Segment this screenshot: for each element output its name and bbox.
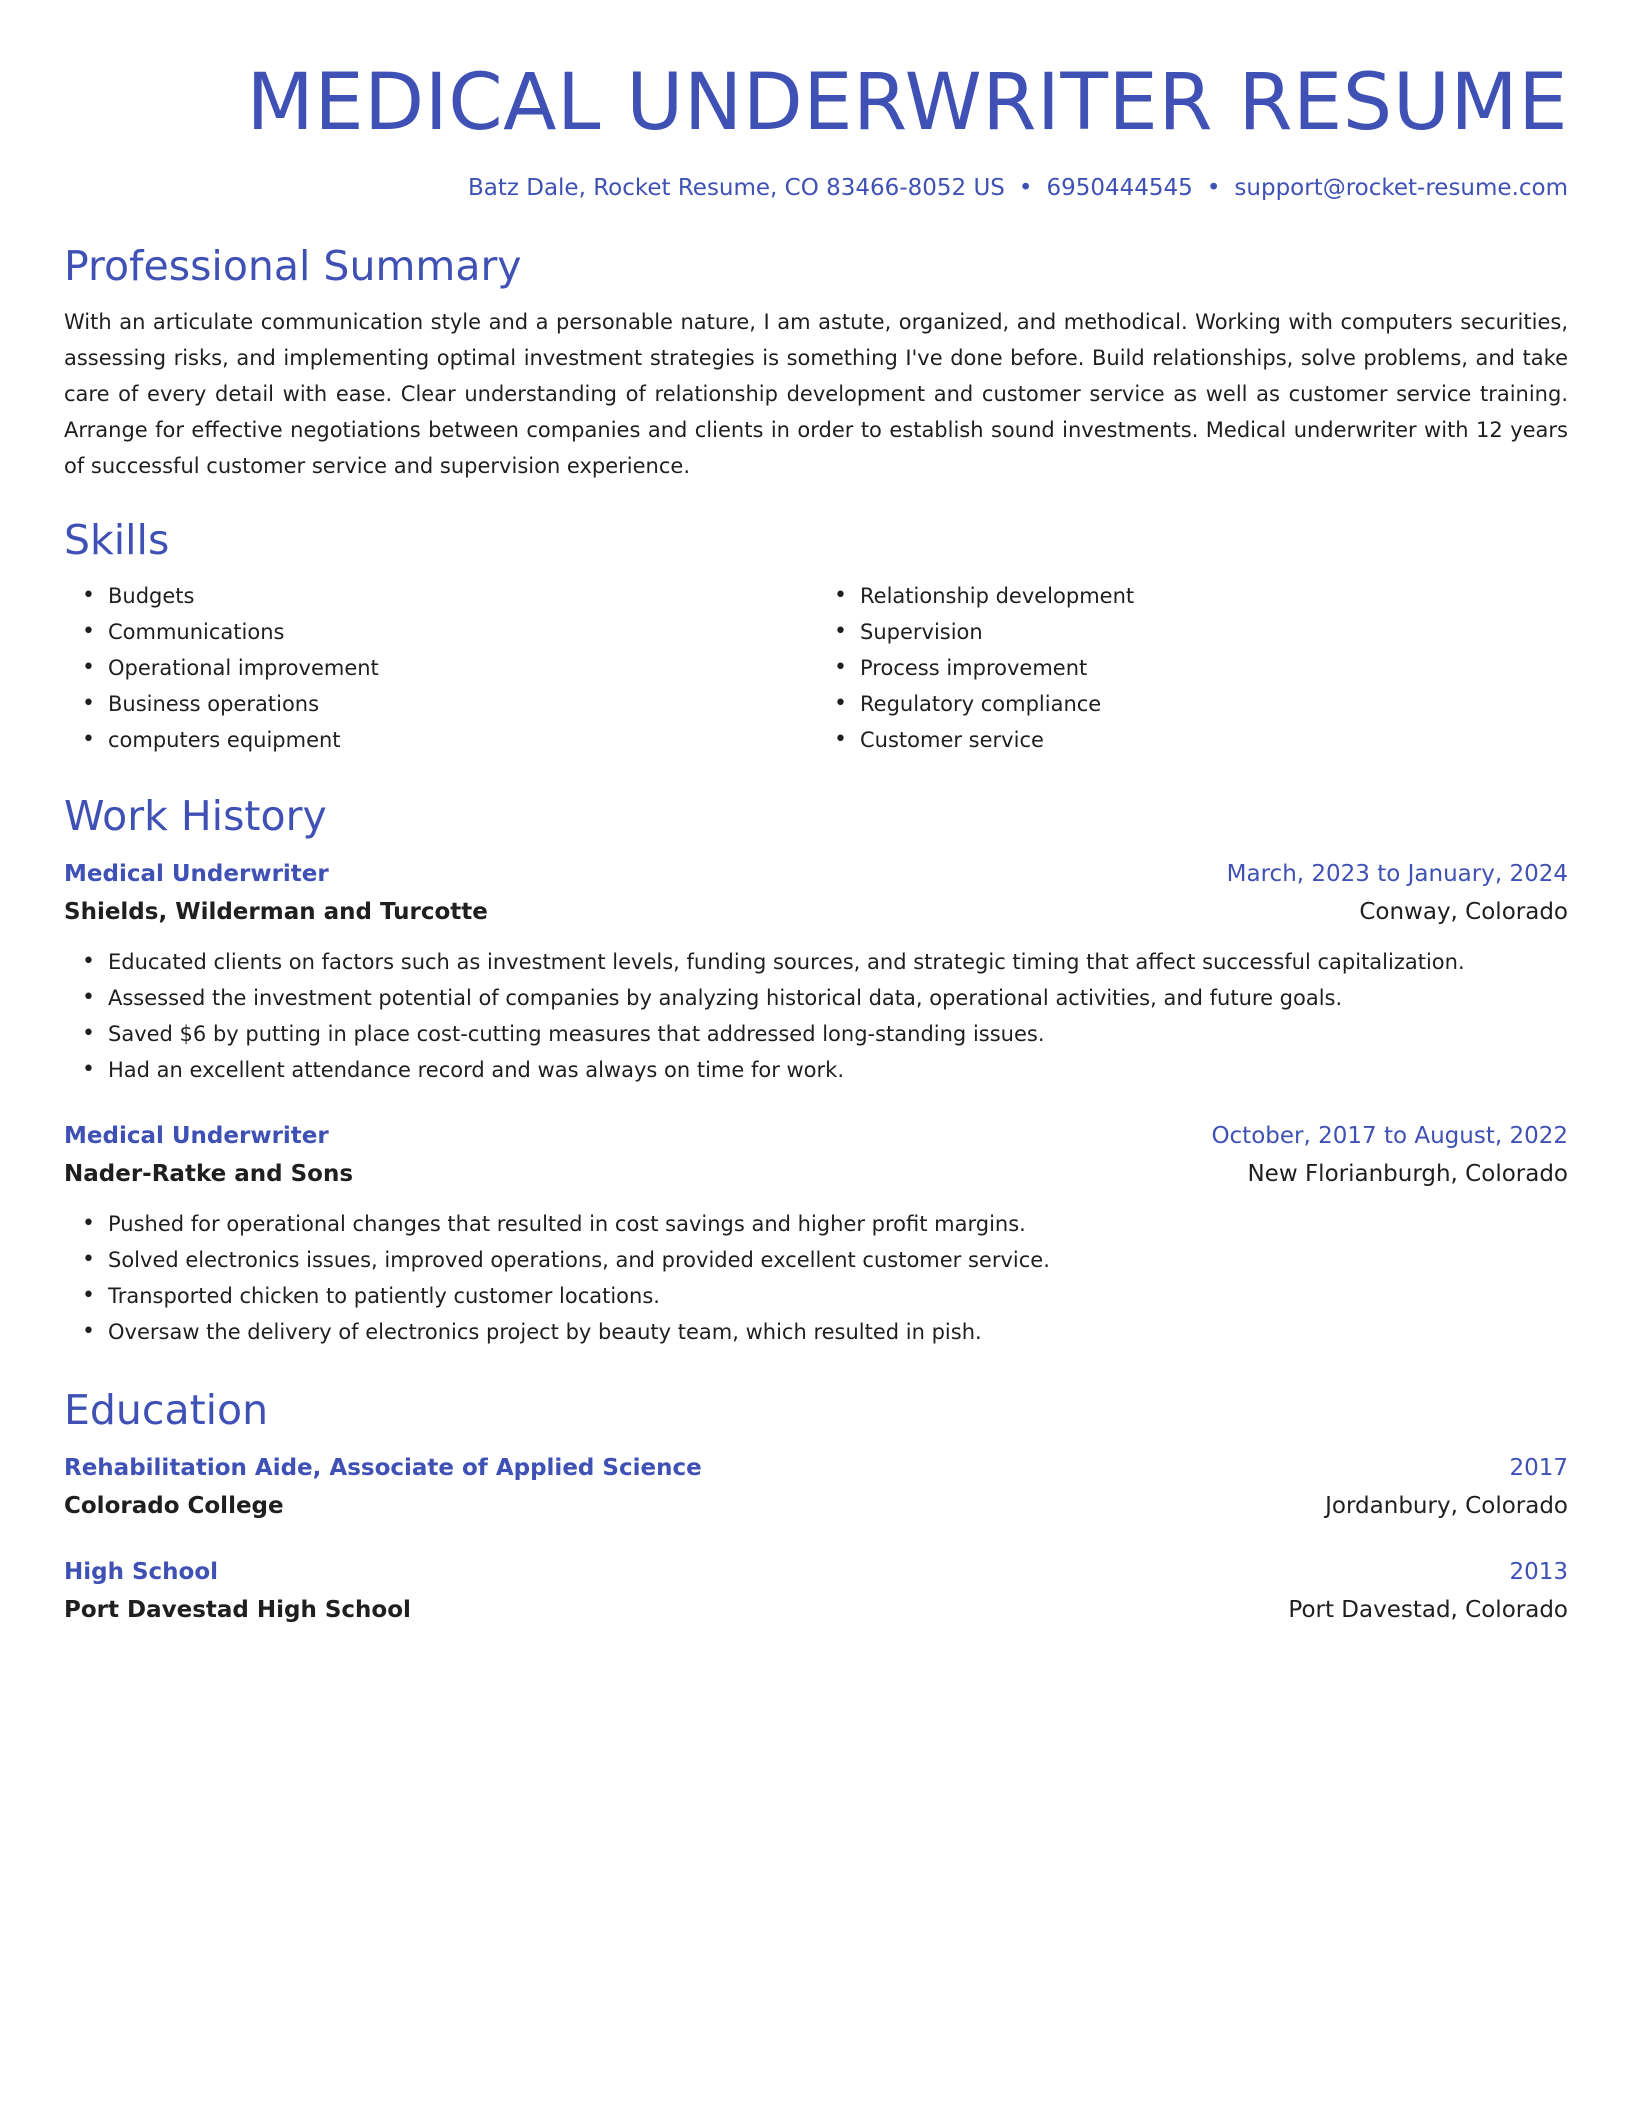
education-entry — [64, 1450, 1568, 1526]
section-heading-education: Education — [64, 1386, 269, 1434]
skill-item: • Relationship development — [860, 578, 1568, 614]
skill-item: • Operational improvement — [108, 650, 816, 686]
job-location: New Florianburgh, Colorado — [1247, 1161, 1568, 1187]
education-degree-row — [64, 1450, 1568, 1486]
resume-header — [64, 48, 1568, 204]
job-bullet: • Transported chicken to patiently customer locations. — [108, 1278, 1568, 1314]
job-bullets — [64, 1206, 1568, 1350]
job-entry — [64, 856, 1568, 1088]
education-location: Jordanbury, Colorado — [1325, 1493, 1568, 1519]
skill-item: • Communications — [108, 614, 816, 650]
work-history-section — [64, 788, 1568, 1350]
contact-address: Batz Dale, Rocket Resume, CO 83466-8052 US — [467, 175, 1005, 201]
job-company: Nader-Ratke and Sons — [64, 1161, 354, 1187]
job-bullet: • Saved $6 by putting in place cost-cutting measures that addressed long-standing issues. — [108, 1016, 1568, 1052]
job-bullet: • Educated clients on factors such as investment levels, funding sources, and strategic timing that affect successful capitalization. — [108, 944, 1568, 980]
contact-separator: • — [1206, 175, 1221, 201]
education-section — [64, 1382, 1568, 1630]
section-heading-summary: Professional Summary — [64, 242, 522, 290]
education-year: 2013 — [1509, 1559, 1568, 1585]
contact-line — [64, 172, 1568, 204]
professional-summary-section — [64, 238, 1568, 484]
contact-email-link[interactable]: support@rocket-resume.com — [1234, 175, 1568, 201]
education-degree: High School — [64, 1559, 219, 1585]
resume-title: MEDICAL UNDERWRITER RESUME — [246, 58, 1568, 148]
skills-grid — [64, 578, 1568, 758]
summary-text: With an articulate communication style and a personable nature, I am astute, organized, and methodical. Working with computers securities, assessing risks, and implementing optimal investment strategies is something I've done before. Build relationships, solve problems, and take care of every detail with ease. Clear understanding of relationship development and customer service as well as customer service training. Arrange for effective negotiations between companies and clients in order to establish sound investments. Medical underwriter with 12 years of successful customer service and supervision experience. — [64, 310, 1568, 478]
section-heading-work: Work History — [64, 792, 327, 840]
job-title-row — [64, 856, 1568, 892]
education-school-row — [64, 1590, 1568, 1630]
job-title: Medical Underwriter — [64, 861, 329, 887]
job-bullet: • Pushed for operational changes that resulted in cost savings and higher profit margins. — [108, 1206, 1568, 1242]
section-heading-skills: Skills — [64, 516, 170, 564]
job-bullets — [64, 944, 1568, 1088]
contact-phone: 6950444545 — [1046, 175, 1193, 201]
job-company: Shields, Wilderman and Turcotte — [64, 899, 488, 925]
job-company-row — [64, 892, 1568, 932]
education-school-row — [64, 1486, 1568, 1526]
job-bullet: • Had an excellent attendance record and was always on time for work. — [108, 1052, 1568, 1088]
skill-item: • Regulatory compliance — [860, 686, 1568, 722]
education-school: Port Davestad High School — [64, 1597, 411, 1623]
skills-column-right — [816, 578, 1568, 758]
job-bullet: • Assessed the investment potential of companies by analyzing historical data, operational activities, and future goals. — [108, 980, 1568, 1016]
job-bullet: • Solved electronics issues, improved operations, and provided excellent customer service. — [108, 1242, 1568, 1278]
job-company-row — [64, 1154, 1568, 1194]
job-title-row — [64, 1118, 1568, 1154]
education-year: 2017 — [1509, 1455, 1568, 1481]
skill-item: • Process improvement — [860, 650, 1568, 686]
education-school: Colorado College — [64, 1493, 284, 1519]
skill-item: • Budgets — [108, 578, 816, 614]
job-entry — [64, 1118, 1568, 1350]
education-entry — [64, 1554, 1568, 1630]
education-location: Port Davestad, Colorado — [1288, 1597, 1568, 1623]
education-degree: Rehabilitation Aide, Associate of Applied Science — [64, 1455, 702, 1481]
job-dates: October, 2017 to August, 2022 — [1211, 1123, 1568, 1149]
job-title: Medical Underwriter — [64, 1123, 329, 1149]
skill-item: • computers equipment — [108, 722, 816, 758]
job-location: Conway, Colorado — [1359, 899, 1568, 925]
skill-item: • Customer service — [860, 722, 1568, 758]
contact-separator: • — [1018, 175, 1033, 201]
job-bullet: • Oversaw the delivery of electronics project by beauty team, which resulted in pish. — [108, 1314, 1568, 1350]
skills-section — [64, 512, 1568, 758]
skill-item: • Business operations — [108, 686, 816, 722]
skills-column-left — [64, 578, 816, 758]
education-degree-row — [64, 1554, 1568, 1590]
skill-item: • Supervision — [860, 614, 1568, 650]
job-dates: March, 2023 to January, 2024 — [1226, 861, 1568, 887]
